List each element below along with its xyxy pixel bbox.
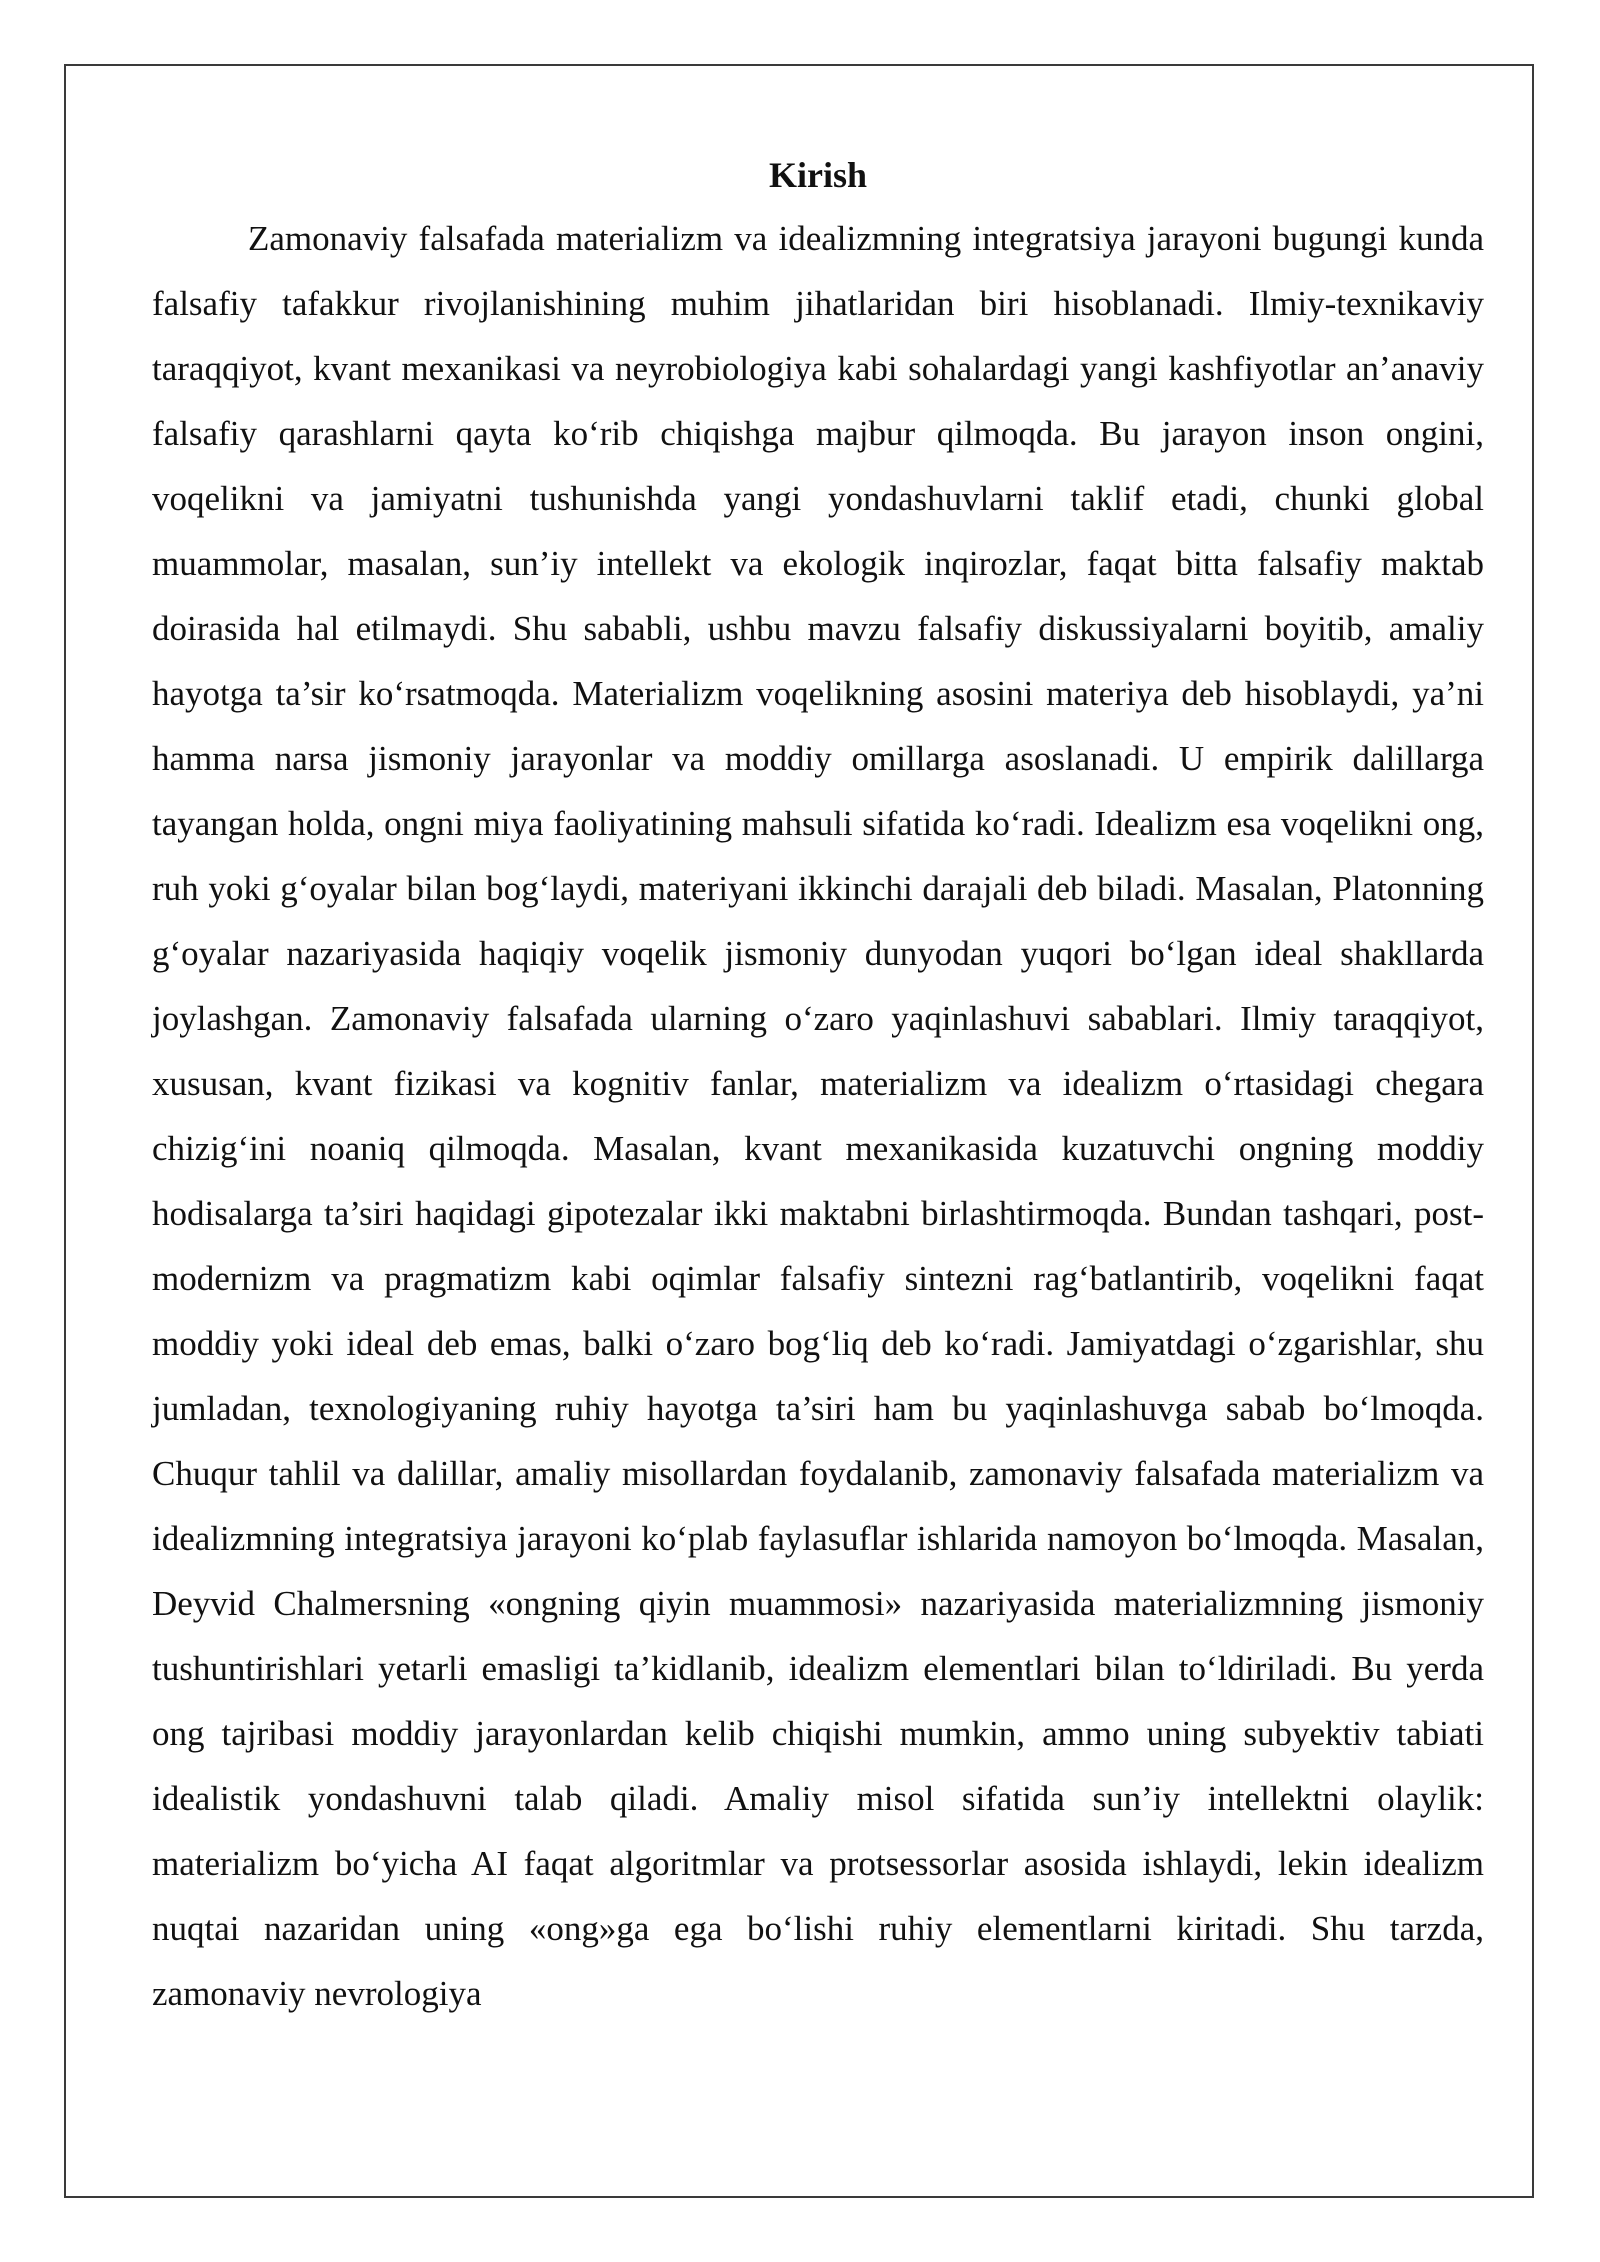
- section-heading: Kirish: [768, 155, 867, 195]
- document-body: [152, 146, 1484, 2026]
- body-paragraph: Zamonaviy falsafada materializm va idealizmning integratsiya jarayoni bugungi kunda falsafiy tafakkur rivojlanishining muhim jihatlaridan biri hisoblanadi. Ilmiy-texnikaviy taraqqiyot, kvant mexanikasi va neyrobiologiya kabi sohalardagi yangi kashfiyotlar an’anaviy falsafiy qarashlarni qayta ko‘rib chiqishga majbur qilmoqda. Bu jarayon inson ongini, voqelikni va jamiyatni tushunishda yangi yondashuvlarni taklif etadi, chunki global muammolar, masalan, sun’iy intellekt va ekologik inqirozlar, faqat bitta falsafiy maktab doirasida hal etilmaydi. Shu sababli, ushbu mavzu falsafiy diskussiyalarni boyitib, amaliy hayotga ta’sir ko‘rsatmoqda. Materializm voqelikning asosini materiya deb hisoblaydi, ya’ni hamma narsa jismoniy jarayonlar va moddiy omillarga asoslanadi. U empirik dalillarga tayangan holda, ongni miya faoliyatining mahsuli sifatida ko‘radi. Idealizm esa voqelikni ong, ruh yoki g‘oyalar bilan bog‘laydi, materiyani ikkinchi darajali deb biladi. Masalan, Platonning g‘oyalar nazariyasida haqiqiy voqelik jismoniy dunyodan yuqori bo‘lgan ideal shakllarda joylashgan. Zamonaviy falsafada ularning o‘zaro yaqinlashuvi sabablari. Ilmiy taraqqiyot, xususan, kvant fizikasi va kognitiv fanlar, materializm va idealizm o‘rtasidagi chegara chizig‘ini noaniq qilmoqda. Masalan, kvant mexanikasida kuzatuvchi ongning moddiy hodisalarga ta’siri haqidagi gipotezalar ikki maktabni birlashtirmoqda. Bundan tashqari, post-modernizm va pragmatizm kabi oqimlar falsafiy sintezni rag‘batlantirib, voqelikni faqat moddiy yoki ideal deb emas, balki o‘zaro bog‘liq deb ko‘radi. Jamiyatdagi o‘zgarishlar, shu jumladan, texnologiyaning ruhiy hayotga ta’siri ham bu yaqinlashuvga sabab bo‘lmoqda. Chuqur tahlil va dalillar, amaliy misollardan foydalanib, zamonaviy falsafada materializm va idealizmning integratsiya jarayoni ko‘plab faylasuflar ishlarida namoyon bo‘lmoqda. Masalan, Deyvid Chalmersning «ongning qiyin muammosi» nazariyasida materializmning jismoniy tushuntirishlari yetarli emasligi ta’kidlanib, idealizm elementlari bilan to‘ldiriladi. Bu yerda ong tajribasi moddiy jarayonlardan kelib chiqishi mumkin, ammo uning subyektiv tabiati idealistik yondashuvni talab qiladi. Amaliy misol sifatida sun’iy intellektni olaylik: materializm bo‘yicha AI faqat algoritmlar va protsessorlar asosida ishlaydi, lekin idealizm nuqtai nazaridan uning «ong»ga ega bo‘lishi ruhiy elementlarni kiritadi. Shu tarzda, zamonaviy nevrologiya: [152, 219, 1484, 2013]
